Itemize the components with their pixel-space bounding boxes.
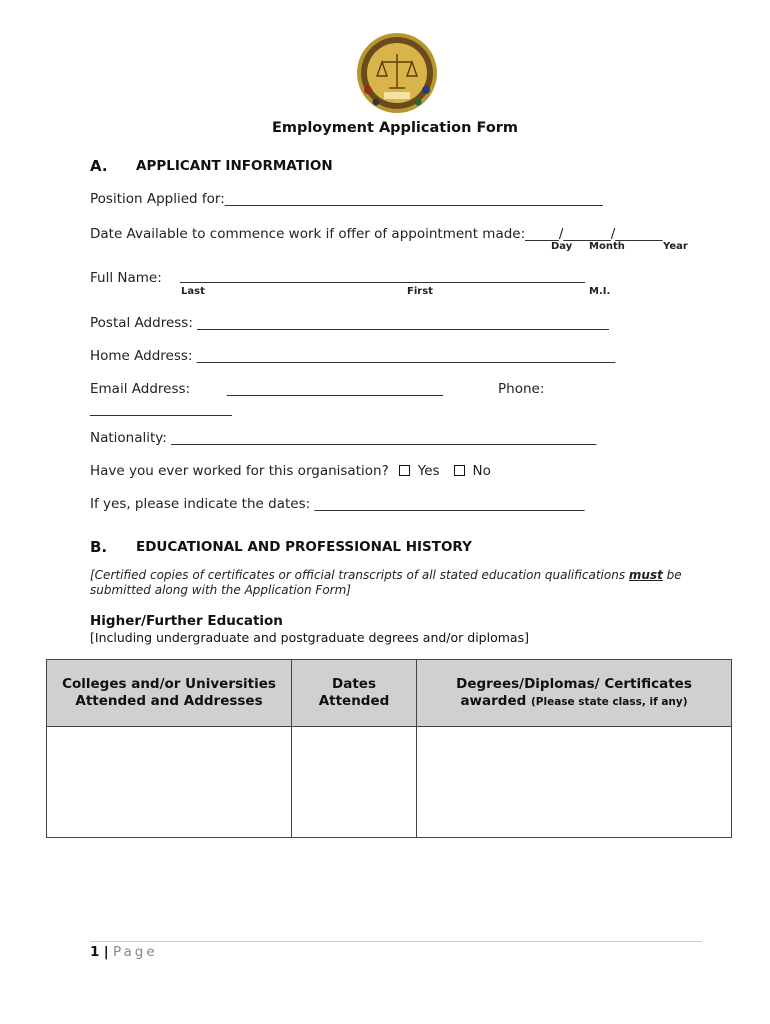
section-a-title: APPLICANT INFORMATION	[136, 158, 333, 174]
col-degrees-header	[417, 660, 732, 727]
no-label: No	[472, 463, 491, 479]
yes-checkbox[interactable]	[399, 465, 410, 476]
yes-label: Yes	[417, 463, 440, 479]
date-available-field[interactable]: Date Available to commence work if offer of appointment made:_____/_______/_______	[90, 226, 663, 242]
organisation-seal-logo	[356, 32, 438, 114]
dates-cell[interactable]	[292, 727, 417, 838]
phone-label: Phone:	[498, 381, 545, 397]
full-name-field[interactable]: ____________________________________________________________	[180, 268, 585, 284]
higher-education-heading: Higher/Further Education	[90, 613, 283, 629]
footer-divider	[90, 941, 702, 942]
nationality-field[interactable]: Nationality: _______________________________________________________________	[90, 430, 597, 446]
date-month-label: Month	[589, 241, 625, 252]
col-colleges-header: Colleges and/or Universities Attended and Addresses	[47, 660, 292, 727]
certificates-note-must: must	[628, 568, 663, 582]
higher-education-note: [Including undergraduate and postgraduate degrees and/or diplomas]	[90, 630, 529, 645]
phone-field[interactable]: _____________________	[90, 401, 232, 417]
col-degrees-header-text: Degrees/Diplomas/ Certificates awarded	[456, 675, 692, 709]
page-separator: |	[103, 944, 109, 960]
position-applied-field[interactable]: Position Applied for:________________________________________________________	[90, 191, 603, 207]
email-address-field[interactable]: ________________________________	[227, 381, 443, 397]
col-degrees-header-note: (Please state class, if any)	[530, 695, 688, 708]
worked-dates-field[interactable]: If yes, please indicate the dates: ________________________________________	[90, 496, 585, 512]
page-footer	[90, 944, 158, 960]
colleges-cell[interactable]	[47, 727, 292, 838]
page-label: Page	[112, 944, 158, 960]
certificates-note-text: [Certified copies of certificates or official transcripts of all stated education qualifications	[90, 568, 626, 582]
table-row	[47, 727, 732, 838]
page-number: 1	[90, 944, 100, 960]
worked-here-question	[90, 463, 491, 479]
date-day-label: Day	[551, 241, 573, 252]
education-table	[46, 659, 732, 838]
form-title: Employment Application Form	[271, 120, 519, 136]
name-mi-label: M.I.	[589, 286, 611, 297]
name-first-label: First	[407, 286, 433, 297]
section-a-letter: A.	[90, 157, 108, 175]
postal-address-field[interactable]: Postal Address: _____________________________________________________________	[90, 315, 609, 331]
degrees-cell[interactable]	[417, 727, 732, 838]
certificates-note-text-2: be submitted along with the Application Form]	[90, 568, 682, 597]
education-table-header	[47, 660, 732, 727]
certificates-note	[90, 568, 712, 598]
name-last-label: Last	[181, 286, 205, 297]
worked-here-question-text: Have you ever worked for this organisation?	[90, 463, 389, 479]
home-address-field[interactable]: Home Address: ______________________________________________________________	[90, 348, 616, 364]
date-year-label: Year	[663, 241, 688, 252]
section-b-letter: B.	[90, 538, 108, 556]
no-checkbox[interactable]	[454, 465, 465, 476]
full-name-label: Full Name:	[90, 270, 162, 286]
section-b-title: EDUCATIONAL AND PROFESSIONAL HISTORY	[136, 539, 472, 555]
col-dates-header: Dates Attended	[292, 660, 417, 727]
email-address-label: Email Address:	[90, 381, 191, 397]
